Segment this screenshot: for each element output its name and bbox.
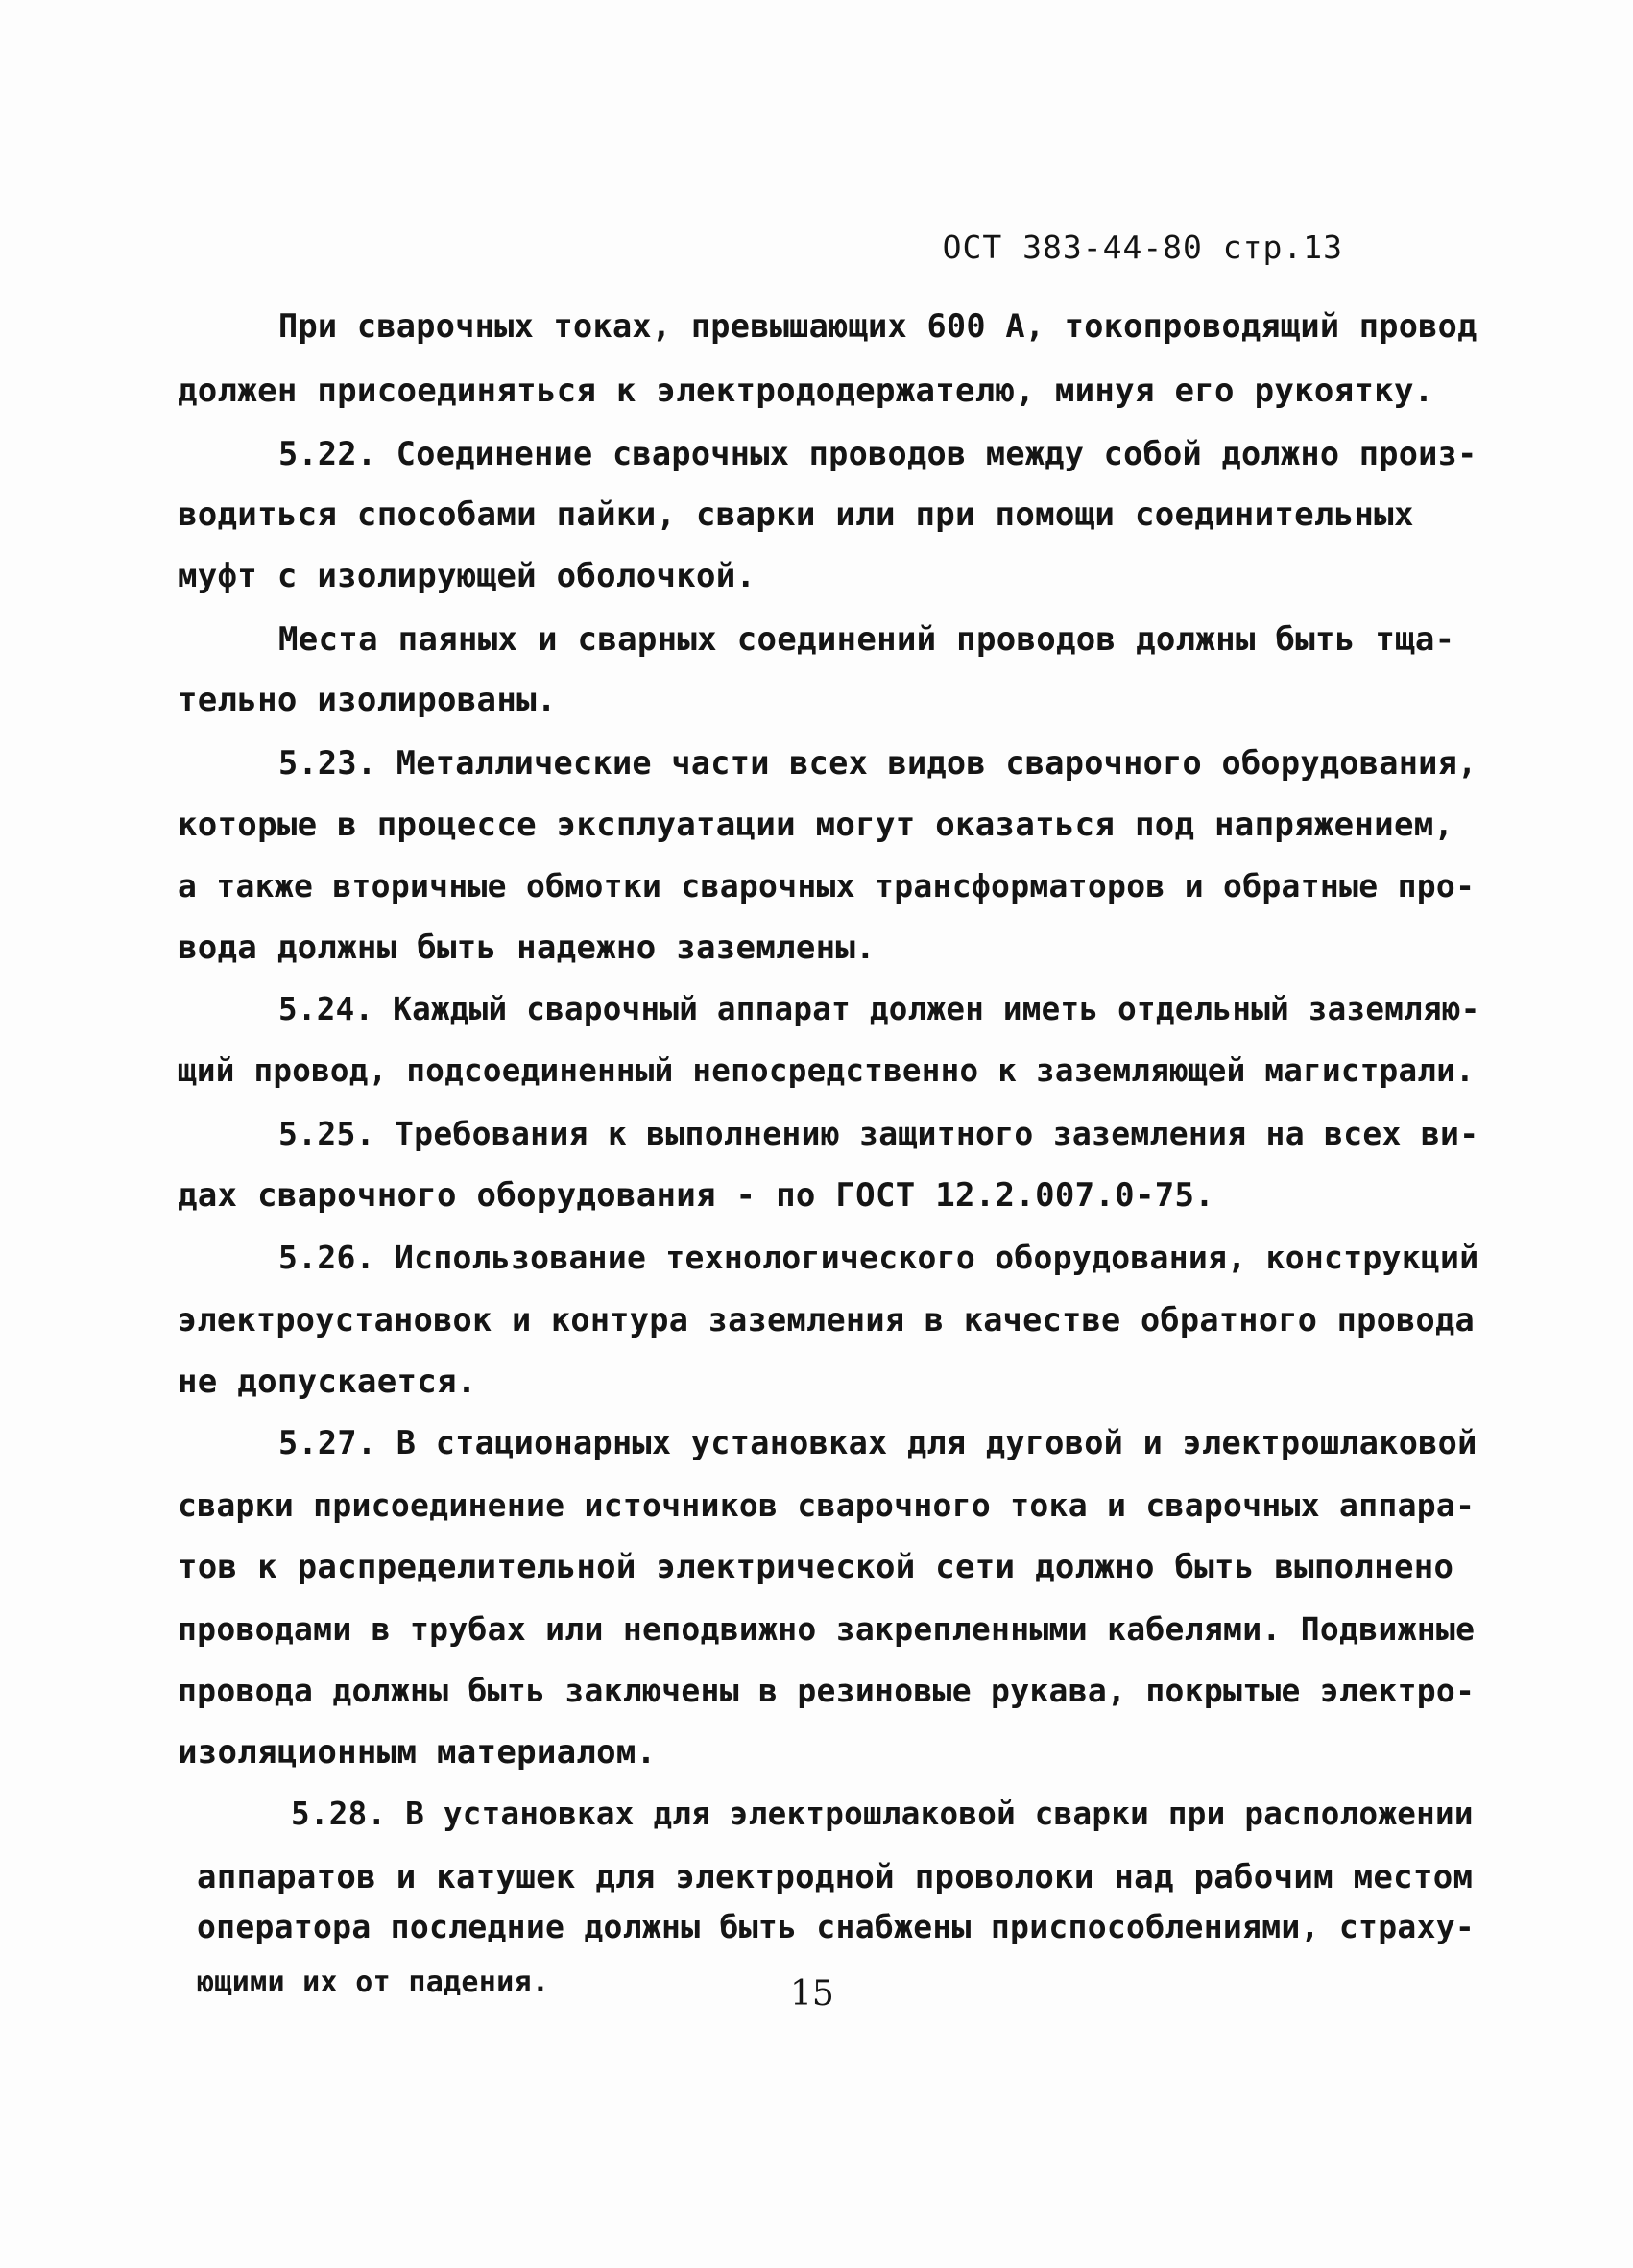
text-line: 5.22. Соединение сварочных проводов между собой должно произ- [278,435,1477,472]
text-line: оператора последние должны быть снабжены приспособлениями, страху- [197,1908,1476,1945]
text-line: тов к распределительной электрической сети должно быть выполнено [178,1548,1454,1586]
text-line: 5.27. В стационарных установках для дуговой и электрошлаковой [278,1424,1477,1461]
text-line: муфт с изолирующей оболочкой. [178,557,756,595]
text-line: которые в процессе эксплуатации могут оказаться под напряжением, [178,806,1454,844]
text-line: водиться способами пайки, сварки или при помощи соединительных [178,495,1414,534]
text-line: ющими их от падения. [197,1966,550,1999]
text-line: аппаратов и катушек для электродной проволоки над рабочим местом [197,1858,1474,1896]
text-line: 5.24. Каждый сварочный аппарат должен иметь отдельный заземляю- [278,991,1480,1027]
text-line: тельно изолированы. [178,681,557,719]
text-line: должен присоединяться к электрододержателю, минуя его рукоятку. [178,372,1434,410]
document-header: ОСТ 383-44-80 стр.13 [942,229,1343,266]
text-line: дах сварочного оборудования - по ГОСТ 12.2.007.0-75. [178,1176,1215,1215]
text-line: изоляционным материалом. [178,1733,657,1772]
text-line: проводами в трубах или неподвижно закрепленными кабелями. Подвижные [178,1610,1476,1648]
text-line: провода должны быть заключены в резиновые рукава, покрытые электро- [178,1672,1476,1709]
text-line: 5.28. В установках для электрошлаковой сварки при расположении [291,1796,1474,1832]
text-line: не допускается. [178,1363,477,1401]
page-number: 15 [790,1974,834,2014]
text-line: 5.26. Использование технологического оборудования, конструкций [278,1239,1479,1276]
text-line: щий провод, подсоединенный непосредственно к заземляющей магистрали. [178,1052,1475,1089]
text-line: вода должны быть надежно заземлены. [178,929,876,967]
text-line: а также вторичные обмотки сварочных трансформаторов и обратные про- [178,867,1476,905]
text-line: 5.25. Требования к выполнению защитного заземления на всех ви- [278,1115,1479,1152]
text-line: электроустановок и контура заземления в качестве обратного провода [178,1301,1475,1339]
text-line: 5.23. Металлические части всех видов сварочного оборудования, [278,744,1477,782]
text-line: Места паяных и сварных соединений проводов должны быть тща- [278,620,1455,659]
text-line: При сварочных токах, превышающих 600 А, токопроводящий провод [278,307,1477,345]
text-line: сварки присоединение источников сварочного тока и сварочных аппара- [178,1486,1476,1524]
